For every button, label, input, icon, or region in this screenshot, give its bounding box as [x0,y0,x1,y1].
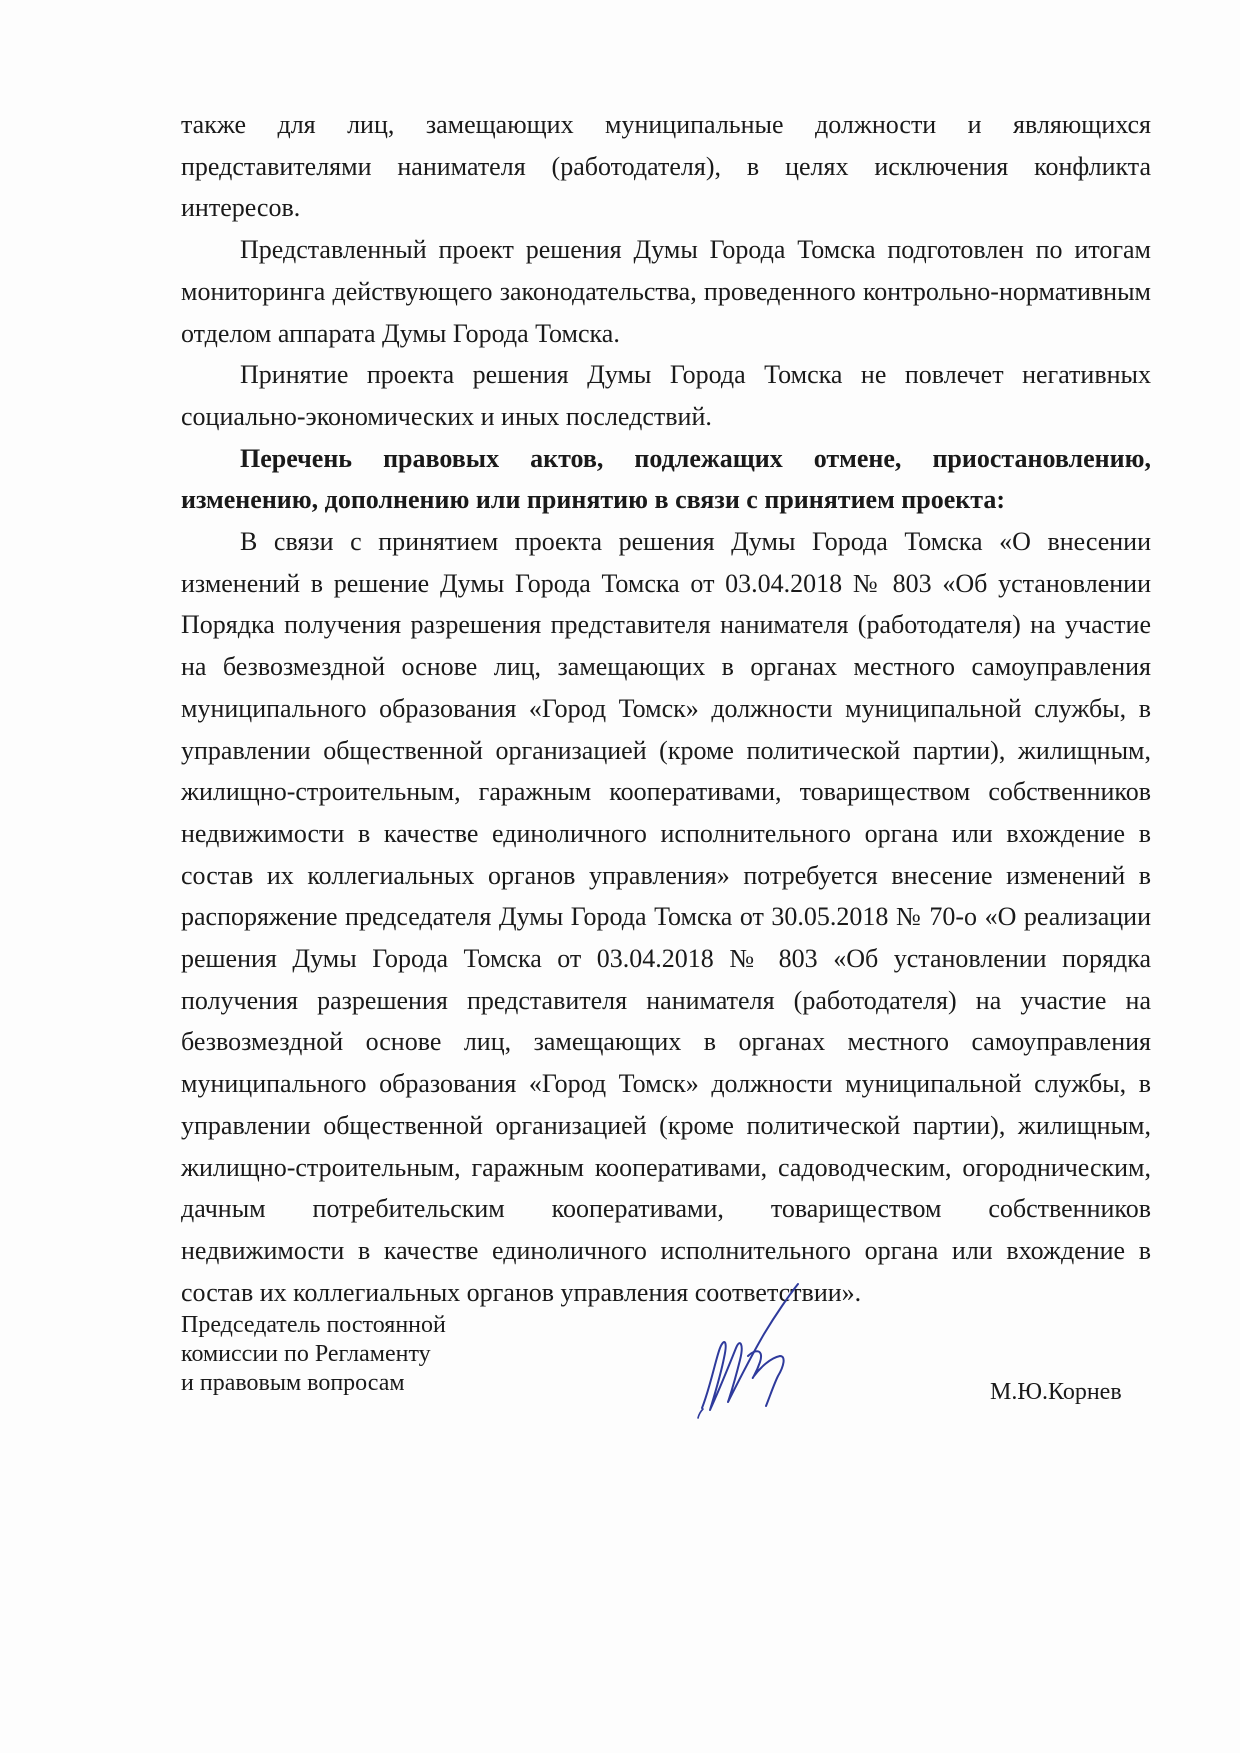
document-body [181,104,1151,1313]
section-heading-legal-acts: Перечень правовых актов, подлежащих отмене, приостановлению, изменению, дополнению или принятию в связи с принятием проекта: [181,443,1151,515]
paragraph-project-prepared: Представленный проект решения Думы Города Томска подготовлен по итогам мониторинга действующего законодательства, проведенного контрольно-нормативным отделом аппарата Думы Города Томска. [181,235,1151,348]
signatory-title-line: комиссии по Регламенту [181,1341,431,1367]
handwritten-signature [690,1278,840,1428]
signature-stroke [698,1409,703,1418]
signatory-title-line: Председатель постоянной [181,1312,446,1338]
signature-stroke [702,1284,798,1410]
paragraph-conflict-of-interest: также для лиц, замещающих муниципальные должности и являющихся представителями нанимателя (работодателя), в целях исключения конфликта интересов. [181,110,1151,223]
paragraph-required-amendments: В связи с принятием проекта решения Думы Города Томска «О внесении изменений в решение Думы Города Томска от 03.04.2018 № 803 «Об установлении Порядка получения разрешения представителя нанимателя (работодателя) на участие на безвозмездной основе лиц, замещающих в органах местного самоуправления муниципального образования «Город Томск» должности муниципальной службы, в управлении общественной организацией (кроме политической партии), жилищным, жилищно-строительным, гаражным кооперативами, товариществом собственников недвижимости в качестве единоличного исполнительного органа или вхождение в состав их коллегиальных органов управления» потребуется внесение изменений в распоряжение председателя Думы Города Томска от 30.05.2018 № 70-о «О реализации решения Думы Города Томска от 03.04.2018 № 803 «Об установлении порядка получения разрешения представителя нанимателя (работодателя) на участие на безвозмездной основе лиц, замещающих в органах местного самоуправления муниципального образования «Город Томск» должности муниципальной службы, в управлении общественной организацией (кроме политической партии), жилищным, жилищно-строительным, гаражным кооперативами, садоводческим, огородническим, дачным потребительским кооперативами, товариществом собственников недвижимости в качестве единоличного исполнительного органа или вхождение в состав их коллегиальных органов управления соответствии». [181,527,1151,1307]
signatory-title [181,1311,481,1398]
signatory-title-line: и правовым вопросам [181,1370,405,1396]
signature-stroke [748,1351,784,1406]
signatory-name: М.Ю.Корнев [990,1379,1122,1405]
paragraph-no-negative-consequences: Принятие проекта решения Думы Города Томска не повлечет негативных социально-экономических и иных последствий. [181,360,1151,431]
